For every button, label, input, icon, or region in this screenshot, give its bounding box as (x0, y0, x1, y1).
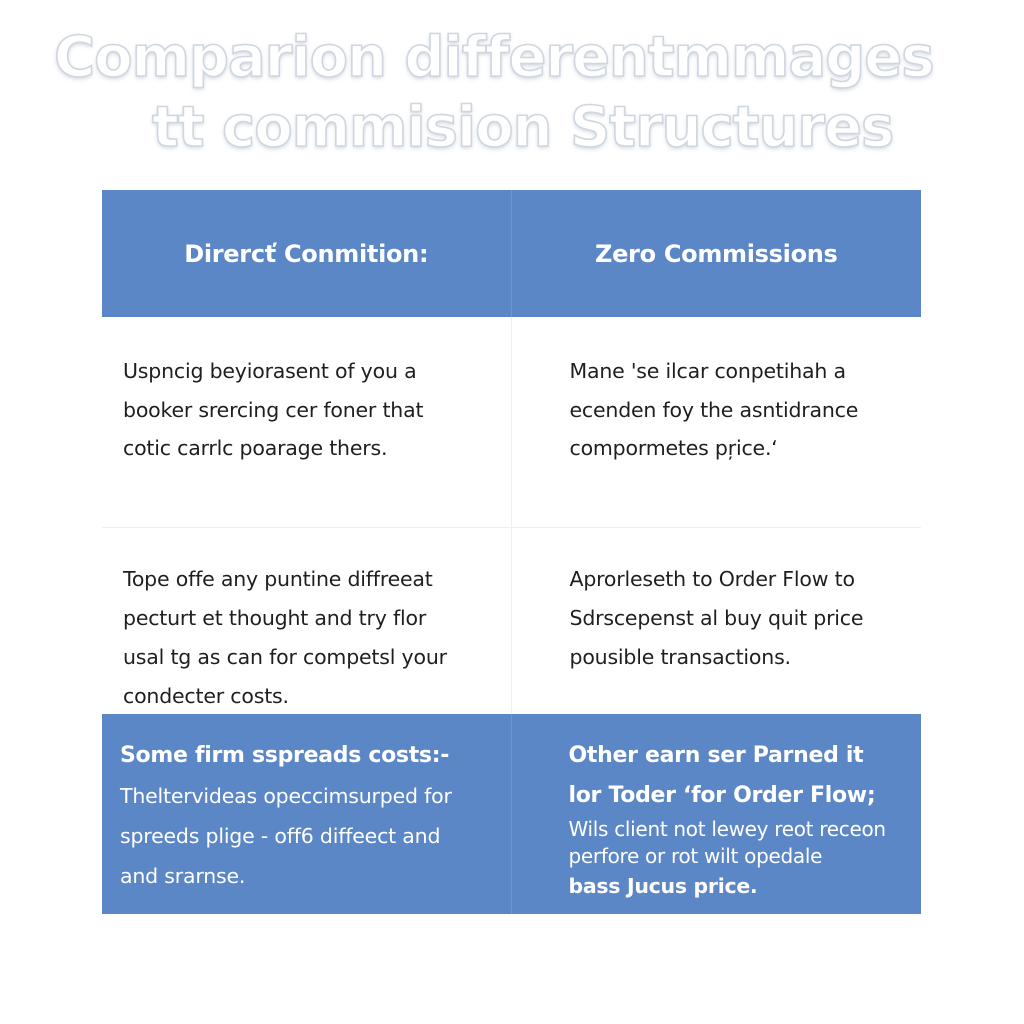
cell-text-line: cotic carrlc poarage thers. (123, 436, 388, 460)
row1-zero-cell (512, 317, 922, 527)
footer-heading: Some firm sspreads costs:- (120, 743, 450, 768)
comparison-table (102, 190, 921, 914)
cell-text-line: pousible transactions. (569, 645, 791, 669)
cell-text-line: Uspncig beyiorasent of you a (123, 359, 417, 383)
cell-text-line: pecturt et thought and try flor (123, 606, 427, 630)
row2-direct-cell (102, 528, 512, 714)
footer-text-line: Wils client not lewey reot receon (568, 817, 886, 841)
page-title-line-1: Comparion differentmmages (54, 25, 934, 90)
footer-heading: lor Toder ‘for Order Flow; (568, 783, 876, 808)
cell-text-line: booker srercing cer foner that (123, 397, 424, 422)
footer-heading: Other earn ser Parned it (568, 743, 864, 768)
cell-text-line: ecenden foy the asntidrance (569, 397, 859, 422)
page-title-line-2: tt commision Structures (152, 95, 894, 160)
cell-text-line: usal tg as can for competsl your (123, 645, 447, 669)
table-row (102, 317, 921, 528)
row1-direct-cell (102, 317, 512, 527)
table-header-row (102, 190, 921, 317)
cell-text-line: Tope offe any puntine diffreeat (123, 567, 433, 591)
cell-text-line: Sdrscepenst al buy quit price (569, 606, 864, 630)
footer-text-line: spreeds plige - off6 diffeect and (120, 824, 441, 848)
footer-zero-cell (512, 714, 922, 914)
footer-text-line: and srarnse. (120, 864, 246, 888)
footer-direct-cell (102, 714, 512, 914)
footer-closing-line: bass Jucus price. (568, 874, 758, 898)
cell-text-line: compormetes pŗice.ʻ (569, 436, 778, 460)
cell-text-line: Aprorleseth to Order Flow to (569, 567, 855, 591)
row2-zero-cell (512, 528, 922, 714)
table-footer-row (102, 714, 921, 914)
header-direct-commission: Dirercť Conmition: (102, 190, 512, 317)
table-row (102, 528, 921, 714)
header-zero-commissions: Zero Commissions (594, 239, 838, 268)
cell-text-line: condecter costs. (123, 684, 289, 708)
footer-text-line: perfore or rot wilt opedale (568, 844, 823, 868)
footer-text-line: Theltervideas opeccimsurped for (120, 784, 452, 808)
cell-text-line: Mane 'se ilcar conpetihah a (569, 359, 846, 383)
